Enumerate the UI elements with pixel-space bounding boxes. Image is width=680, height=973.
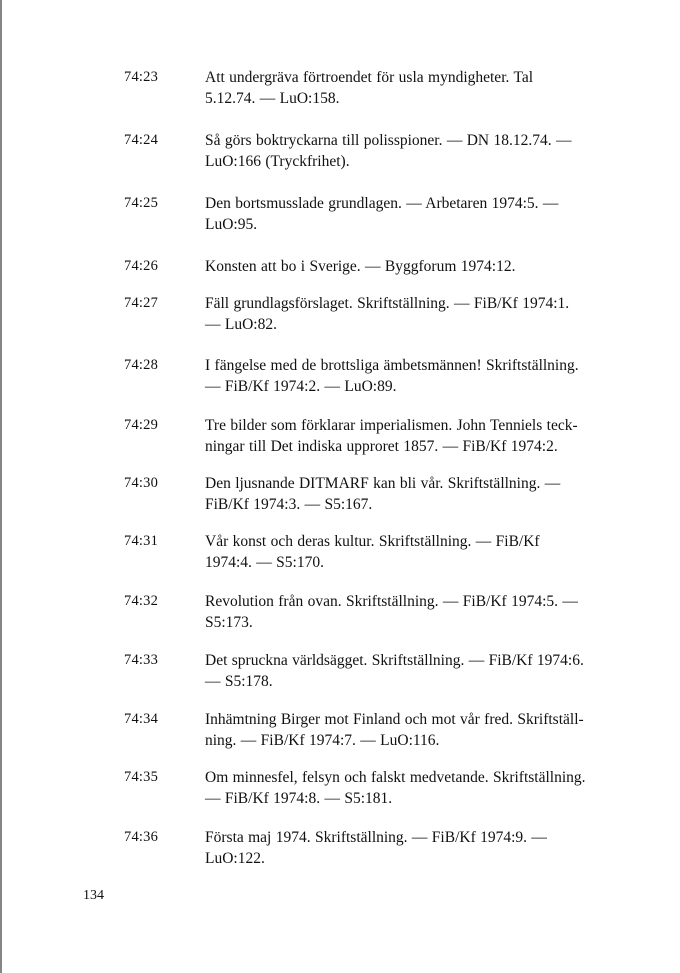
entry-line: — FiB/Kf 1974:8. — S5:181. xyxy=(205,790,393,807)
entry-text xyxy=(205,650,627,692)
entry-line: Så görs boktryckarna till polisspioner. — DN 18.12.74. — xyxy=(205,132,572,149)
entry-text xyxy=(205,415,627,457)
entry-code: 74:35 xyxy=(124,769,159,785)
entry-text xyxy=(205,473,627,515)
entry-code: 74:25 xyxy=(124,195,159,211)
entry-text xyxy=(205,709,627,751)
entry-line: ning. — FiB/Kf 1974:7. — LuO:116. xyxy=(205,732,440,749)
entry-text xyxy=(205,827,627,869)
entry-line: — LuO:82. xyxy=(205,316,277,333)
entry-line: Revolution från ovan. Skriftställning. — FiB/Kf 1974:5. — xyxy=(205,593,578,610)
entry-line: LuO:166 (Tryckfrihet). xyxy=(205,153,350,170)
entry-text xyxy=(205,130,627,172)
entry-code: 74:36 xyxy=(124,829,159,845)
entry-text xyxy=(205,531,627,573)
entry-line: Den bortsmusslade grundlagen. — Arbetaren 1974:5. — xyxy=(205,195,559,212)
entry-code: 74:24 xyxy=(124,132,159,148)
entry-code: 74:32 xyxy=(124,593,159,609)
entry-line: Vår konst och deras kultur. Skriftställning. — FiB/Kf xyxy=(205,533,540,550)
entry-line: LuO:122. xyxy=(205,850,265,867)
entry-code: 74:27 xyxy=(124,295,159,311)
entry-code: 74:31 xyxy=(124,533,159,549)
entry-line: Första maj 1974. Skriftställning. — FiB/Kf 1974:9. — xyxy=(205,829,547,846)
entry-line: Inhämtning Birger mot Finland och mot vår fred. Skriftställ- xyxy=(205,711,584,728)
entry-line: Tre bilder som förklarar imperialismen. John Tenniels teck- xyxy=(205,417,578,434)
entry-text xyxy=(205,256,627,277)
entry-line: 5.12.74. — LuO:158. xyxy=(205,90,340,107)
entry-line: Fäll grundlagsförslaget. Skriftställning. — FiB/Kf 1974:1. xyxy=(205,295,570,312)
entry-code: 74:28 xyxy=(124,357,159,373)
entry-line: S5:173. xyxy=(205,614,253,631)
entry-text xyxy=(205,767,627,809)
entry-code: 74:30 xyxy=(124,475,159,491)
entry-text xyxy=(205,67,627,109)
entry-code: 74:29 xyxy=(124,417,159,433)
entry-text xyxy=(205,193,627,235)
entry-text xyxy=(205,355,627,397)
entry-line: 1974:4. — S5:170. xyxy=(205,554,324,571)
entry-line: Konsten att bo i Sverige. — Byggforum 1974:12. xyxy=(205,258,516,275)
entry-text xyxy=(205,591,627,633)
entry-line: FiB/Kf 1974:3. — S5:167. xyxy=(205,496,373,513)
entry-code: 74:26 xyxy=(124,258,159,274)
page-number: 134 xyxy=(83,888,104,903)
entry-code: 74:23 xyxy=(124,69,159,85)
entry-line: LuO:95. xyxy=(205,216,258,233)
entry-line: — FiB/Kf 1974:2. — LuO:89. xyxy=(205,378,397,395)
entry-line: — S5:178. xyxy=(205,673,273,690)
entry-line: Det spruckna världsägget. Skriftställning. — FiB/Kf 1974:6. xyxy=(205,652,584,669)
entry-line: I fängelse med de brottsliga ämbetsmännen! Skriftställning. xyxy=(205,357,579,374)
page-edge-rule xyxy=(0,0,2,973)
entry-line: Att undergräva förtroendet för usla myndigheter. Tal xyxy=(205,69,534,86)
entry-text xyxy=(205,293,627,335)
entry-line: ningar till Det indiska upproret 1857. — FiB/Kf 1974:2. xyxy=(205,438,558,455)
entry-code: 74:34 xyxy=(124,711,159,727)
entry-code: 74:33 xyxy=(124,652,159,668)
entry-line: Om minnesfel, felsyn och falskt medvetande. Skriftställning. xyxy=(205,769,586,786)
entry-line: Den ljusnande DITMARF kan bli vår. Skriftställning. — xyxy=(205,475,561,492)
